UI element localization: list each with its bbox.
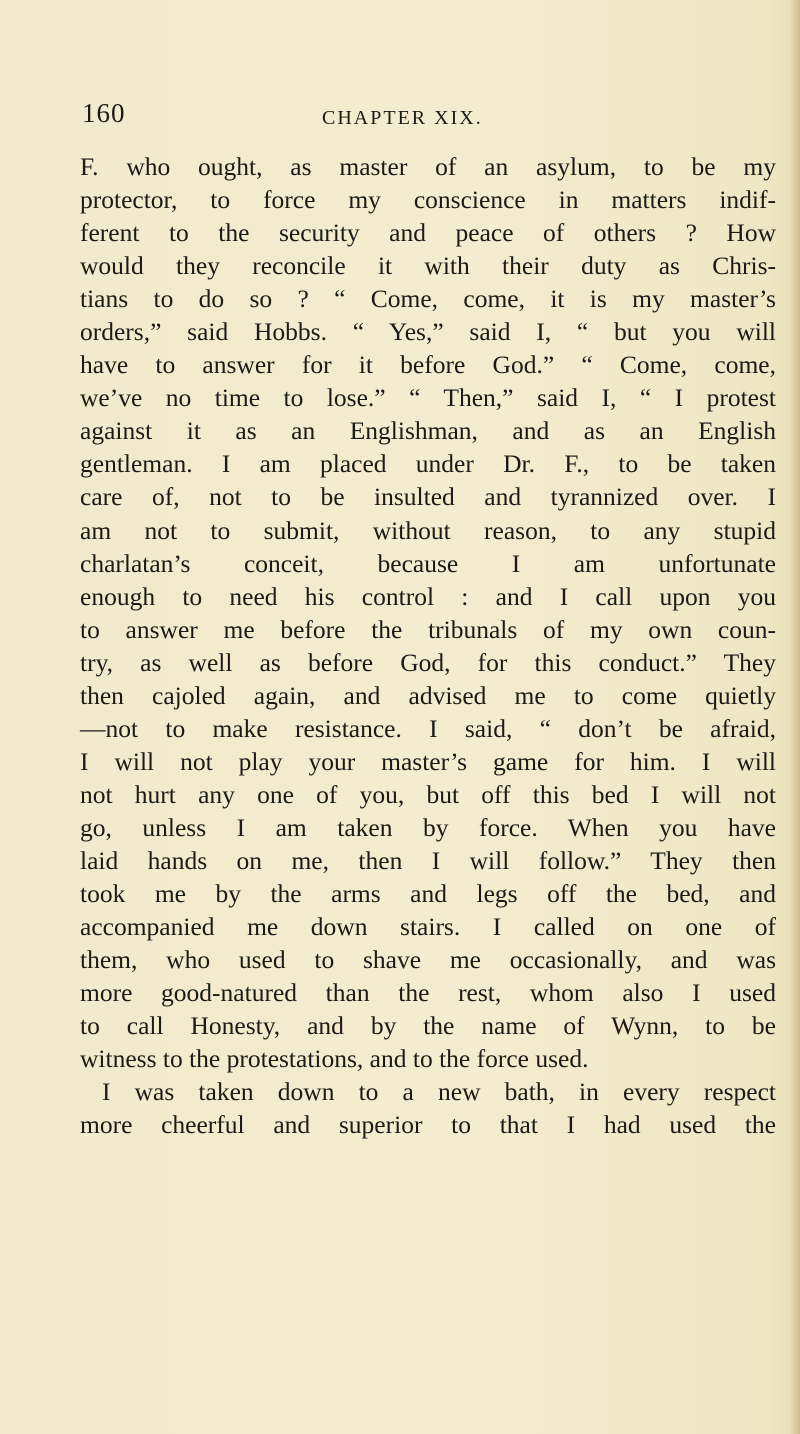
text-line: am not to submit, without reason, to any stupid — [80, 515, 776, 545]
text-line: we’ve no time to lose.” “ Then,” said I, “ I protest — [80, 383, 776, 413]
text-line: took me by the arms and legs off the bed, and — [80, 879, 776, 909]
page-header — [0, 98, 800, 138]
text-line: accompanied me down stairs. I called on one of — [80, 912, 776, 942]
text-line: orders,” said Hobbs. “ Yes,” said I, “ but you will — [80, 317, 776, 347]
text-line: them, who used to shave me occasionally, and was — [80, 945, 776, 975]
running-head: CHAPTER XIX. — [322, 107, 483, 129]
text-line: more good-natured than the rest, whom also I used — [80, 978, 776, 1008]
text-line: then cajoled again, and advised me to come quietly — [80, 680, 776, 710]
text-line: witness to the protestations, and to the force used. — [80, 1044, 589, 1074]
text-line: to answer me before the tribunals of my own coun- — [80, 614, 776, 644]
text-line: enough to need his control : and I call upon you — [80, 581, 776, 611]
text-line: have to answer for it before God.” “ Come, come, — [80, 350, 776, 380]
text-line: I will not play your master’s game for him. I will — [80, 746, 776, 776]
text-line: gentleman. I am placed under Dr. F., to be taken — [80, 449, 776, 479]
text-line: —not to make resistance. I said, “ don’t be afraid, — [80, 713, 776, 743]
text-line: not hurt any one of you, but off this bed I will not — [80, 779, 776, 809]
text-line: try, as well as before God, for this conduct.” They — [80, 647, 776, 677]
text-line: tians to do so ? “ Come, come, it is my master’s — [80, 284, 776, 314]
page-number: 160 — [82, 98, 126, 128]
text-line: care of, not to be insulted and tyrannized over. I — [80, 482, 776, 512]
text-line: I was taken down to a new bath, in every respect — [102, 1077, 776, 1107]
text-line: against it as an Englishman, and as an English — [80, 416, 776, 446]
text-line: F. who ought, as master of an asylum, to be my — [80, 152, 776, 181]
body-text — [80, 150, 776, 1141]
text-line: more cheerful and superior to that I had used the — [80, 1110, 776, 1140]
text-line: to call Honesty, and by the name of Wynn, to be — [80, 1011, 776, 1041]
text-line: protector, to force my conscience in matters indif- — [80, 185, 776, 215]
text-line: go, unless I am taken by force. When you have — [80, 812, 776, 842]
text-line: ferent to the security and peace of others ? How — [80, 218, 776, 248]
text-line: charlatan’s conceit, because I am unfortunate — [80, 548, 776, 578]
text-line: laid hands on me, then I will follow.” They then — [80, 845, 776, 875]
text-line: would they reconcile it with their duty as Chris- — [80, 251, 776, 281]
page-edge-shadow — [790, 0, 800, 1434]
